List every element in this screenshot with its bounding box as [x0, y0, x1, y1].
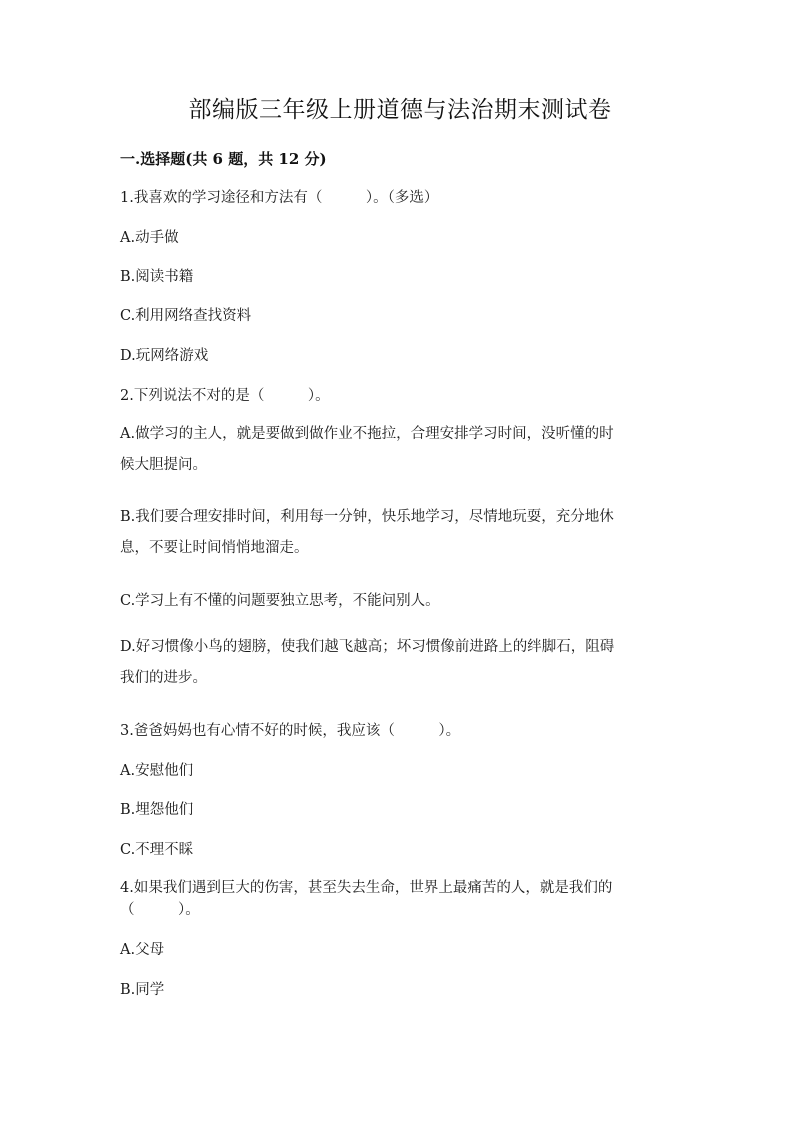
option-line: D.好习惯像小鸟的翅膀，使我们越飞越高；坏习惯像前进路上的绊脚石，阻碍 — [120, 639, 615, 655]
question-1-stem: 1.我喜欢的学习途径和方法有（ ）。（多选） — [120, 190, 439, 206]
question-4-stem-line-1: 4.如果我们遇到巨大的伤害，甚至失去生命，世界上最痛苦的人，就是我们的 — [120, 880, 613, 896]
option-line: 候大胆提问。 — [120, 457, 207, 473]
question-3-option-b: B.埋怨他们 — [120, 802, 194, 818]
page-title: 部编版三年级上册道德与法治期末测试卷 — [188, 97, 612, 123]
question-1-option-b: B.阅读书籍 — [120, 269, 194, 285]
question-2-stem: 2.下列说法不对的是（ ）。 — [120, 388, 330, 404]
question-1-option-d: D.玩网络游戏 — [120, 348, 209, 364]
option-line: B.我们要合理安排时间，利用每一分钟，快乐地学习，尽情地玩耍，充分地休 — [120, 509, 614, 525]
question-1-option-a: A.动手做 — [120, 230, 179, 246]
question-3-option-a: A.安慰他们 — [120, 763, 194, 779]
option-line: A.做学习的主人，就是要做到做作业不拖拉，合理安排学习时间，没听懂的时 — [120, 426, 614, 442]
question-2-option-a — [120, 419, 680, 481]
section-heading: 一.选择题(共 6 题，共 12 分) — [120, 150, 327, 168]
question-2-option-d — [120, 632, 680, 694]
question-4-option-b: B.同学 — [120, 982, 165, 998]
question-4-option-a: A.父母 — [120, 942, 165, 958]
option-line: 息，不要让时间悄悄地溜走。 — [120, 540, 309, 556]
question-1-option-c: C.利用网络查找资料 — [120, 308, 252, 324]
option-line: 我们的进步。 — [120, 670, 207, 686]
question-3-stem: 3.爸爸妈妈也有心情不好的时候，我应该（ ）。 — [120, 723, 461, 739]
question-2-option-c: C.学习上有不懂的问题要独立思考，不能问别人。 — [120, 593, 440, 609]
question-2-option-b — [120, 502, 680, 564]
question-4-stem-line-2: （ ）。 — [120, 902, 200, 918]
question-3-option-c: C.不理不睬 — [120, 842, 194, 858]
